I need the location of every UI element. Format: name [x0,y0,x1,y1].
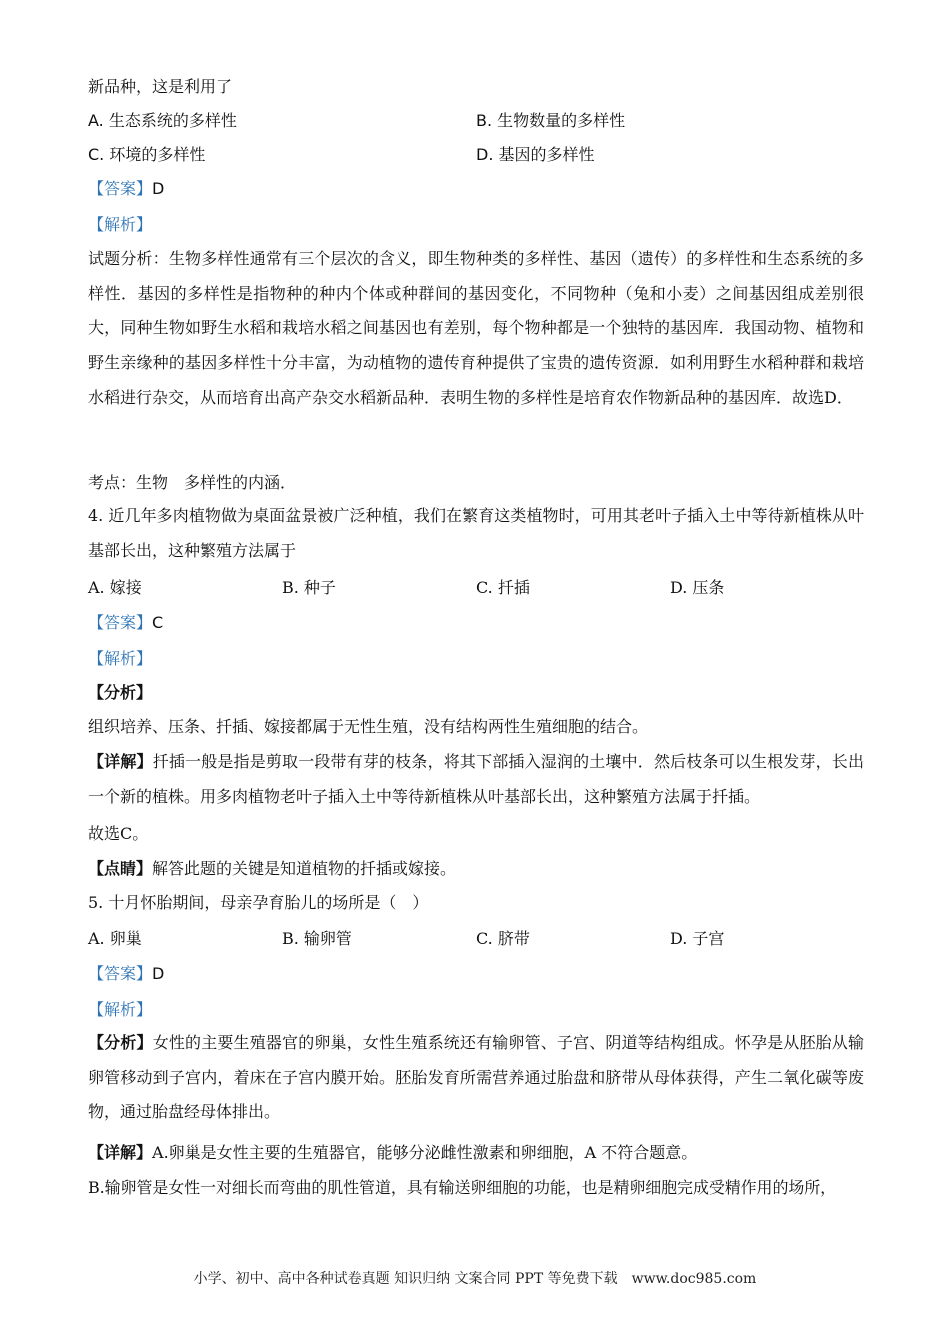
q4-answer [88,612,163,634]
answer-value: C [152,613,164,632]
xiangjie-a-text: A.卵巢是女性主要的生殖器官，能够分泌雌性激素和卵细胞，A 不符合题意。 [152,1143,698,1162]
q3-answer [88,178,164,200]
q5-option-a: A. 卵巢 [88,929,142,948]
q4-fenxi-tag [88,682,152,704]
q5-option-b: B. 输卵管 [282,929,352,948]
q3-analysis-text: 试题分析：生物多样性通常有三个层次的含义，即生物种类的多样性、基因（遗传）的多样性和生态系统的多样性．基因的多样性是指物种的种内个体或种群间的基因变化，不同物种（兔和小麦）之间基因组成差别很大，同种生物如野生水稻和栽培水稻之间基因也有差别，每个物种都是一个独特的基因库．我国动物、植物和野生亲缘种的基因多样性十分丰富，为动植物的遗传育种提供了宝贵的遗传资源．如利用野生水稻种群和栽培水稻进行杂交，从而培育出高产杂交水稻新品种．表明生物的多样性是培育农作物新品种的基因库．故选D． [88,249,864,407]
q3-option-b: B. 生物数量的多样性 [476,111,626,130]
q3-option-a: A. 生态系统的多样性 [88,111,237,130]
q5-answer [88,963,164,985]
answer-tag: 【答案】 [88,613,153,632]
xiangjie-tag: 【详解】 [88,752,153,771]
page-footer: 小学、初中、高中各种试卷真题 知识归纳 文案合同 PPT 等免费下载 www.doc985.com [193,1271,757,1287]
dianjing-tag: 【点睛】 [88,859,153,878]
answer-tag: 【答案】 [88,964,153,983]
q5-fenxi [88,1026,864,1130]
answer-value: D [152,179,165,198]
q4-dianjing [88,858,456,880]
q4-option-b: B. 种子 [282,578,336,597]
q3-stem-end: 新品种，这是利用了 [88,77,233,96]
q5-xiangjie-b: B.输卵管是女性一对细长而弯曲的肌性管道，具有输送卵细胞的功能，也是精卵细胞完成受精作用的场所， [88,1178,837,1197]
xiangjie-tag: 【详解】 [88,1143,153,1162]
q3-analysis-tag: 【解析】 [88,215,153,234]
answer-value: D [152,964,165,983]
q4-analysis-tag: 【解析】 [88,649,153,668]
fenxi-tag: 【分析】 [88,1033,153,1052]
q4-conclusion: 故选C。 [88,824,149,843]
fenxi-tag: 【分析】 [88,683,153,702]
q4-stem: 4. 近几年多肉植物做为桌面盆景被广泛种植，我们在繁育这类植物时，可用其老叶子插入土中等待新植株从叶基部长出，这种繁殖方法属于 [88,506,864,560]
dianjing-text: 解答此题的关键是知道植物的扦插或嫁接。 [152,859,457,878]
q5-analysis-tag: 【解析】 [88,1000,153,1019]
fenxi-text: 女性的主要生殖器官的卵巢，女性生殖系统还有输卵管、子宫、阴道等结构组成。怀孕是从胚胎从输卵管移动到子宫内，着床在子宫内膜开始。胚胎发育所需营养通过胎盘和脐带从母体获得，产生二氧化碳等废物，通过胎盘经母体排出。 [88,1033,864,1122]
q3-option-d: D. 基因的多样性 [476,145,595,164]
xiangjie-text: 扦插一般是指是剪取一段带有芽的枝条，将其下部插入湿润的土壤中．然后枝条可以生根发芽，长出一个新的植株。用多肉植物老叶子插入土中等待新植株从叶基部长出，这种繁殖方法属于扦插。 [88,752,864,806]
q3-option-c: C. 环境的多样性 [88,145,206,164]
q3-kaodian: 考点：生物 多样性的内涵． [88,473,297,492]
q4-xiangjie [88,745,864,814]
q5-option-d: D. 子宫 [670,929,725,948]
q4-fenxi-text: 组织培养、压条、扦插、嫁接都属于无性生殖，没有结构两性生殖细胞的结合。 [88,717,649,736]
q4-option-d: D. 压条 [670,578,725,597]
q5-xiangjie-a [88,1142,697,1164]
answer-tag: 【答案】 [88,179,153,198]
q4-option-a: A. 嫁接 [88,578,142,597]
q5-option-c: C. 脐带 [476,929,530,948]
q5-stem: 5. 十月怀胎期间，母亲孕育胎儿的场所是（ ） [88,893,429,912]
q4-option-c: C. 扦插 [476,578,530,597]
